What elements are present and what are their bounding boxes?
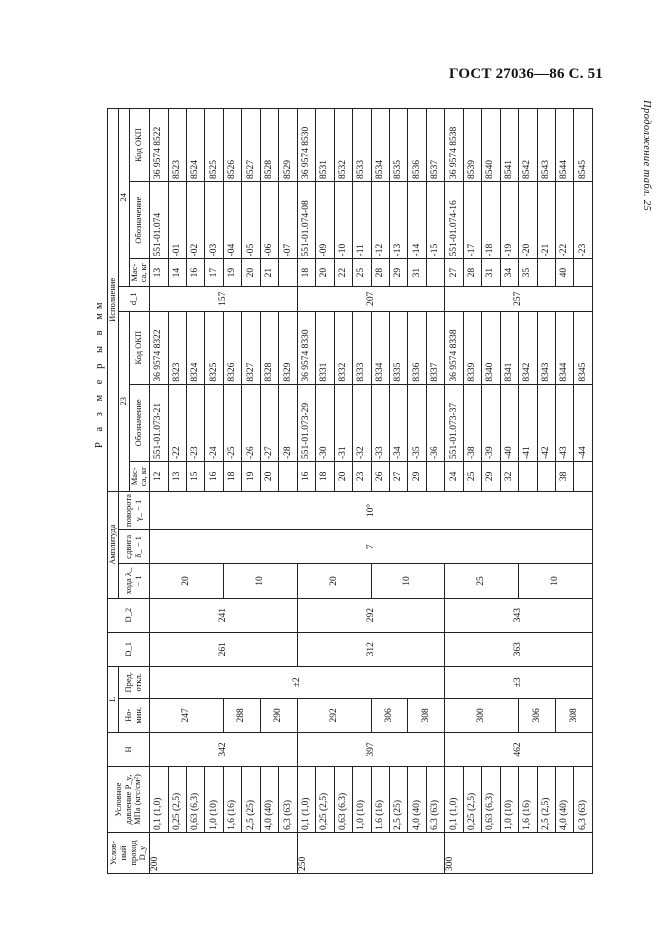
cell-mass-24: 20 bbox=[316, 259, 334, 286]
header-okp-23: Код ОКП bbox=[129, 311, 150, 384]
cell-designation-24: -10 bbox=[334, 182, 352, 259]
cell-designation-23: -40 bbox=[500, 384, 518, 461]
dimensions-table bbox=[107, 108, 593, 874]
cell-designation-24: -22 bbox=[556, 182, 574, 259]
header-designation-24: Обозначение bbox=[129, 182, 150, 259]
cell-designation-24: -17 bbox=[463, 182, 481, 259]
cell-mass-23 bbox=[519, 462, 537, 492]
cell-py: 2,5 (2,5) bbox=[537, 767, 555, 833]
cell-designation-24: -02 bbox=[186, 182, 204, 259]
header-okp-24: Код ОКП bbox=[129, 109, 150, 182]
cell-mass-24: 25 bbox=[353, 259, 371, 286]
cell-designation-23: -44 bbox=[574, 384, 593, 461]
page-header: ГОСТ 27036—86 С. 51 bbox=[449, 66, 603, 82]
cell-designation-24: -06 bbox=[260, 182, 278, 259]
cell-py: 1,0 (10) bbox=[205, 767, 223, 833]
cell-okp-24: 36 9574 8522 bbox=[150, 109, 168, 182]
cell-mass-24: 19 bbox=[223, 259, 241, 286]
cell-okp-24: 8525 bbox=[205, 109, 223, 182]
cell-py: 2,5 (25) bbox=[242, 767, 260, 833]
cell-designation-23: -39 bbox=[482, 384, 500, 461]
cell-designation-23: -35 bbox=[408, 384, 426, 461]
cell-mass-24: 20 bbox=[242, 259, 260, 286]
cell-l-nom: 288 bbox=[223, 698, 260, 732]
cell-l-tol: ±2 bbox=[150, 666, 445, 698]
cell-okp-23: 8336 bbox=[408, 311, 426, 384]
cell-mass-24: 27 bbox=[445, 259, 463, 286]
cell-mass-24: 13 bbox=[150, 259, 168, 286]
cell-py: 4,0 (40) bbox=[260, 767, 278, 833]
cell-okp-24: 8524 bbox=[186, 109, 204, 182]
cell-okp-24: 8533 bbox=[353, 109, 371, 182]
cell-designation-23: -28 bbox=[279, 384, 297, 461]
cell-mass-23 bbox=[426, 462, 444, 492]
cell-designation-23: -30 bbox=[316, 384, 334, 461]
cell-amp-hod: 20 bbox=[150, 564, 224, 598]
header-mass-23: Мас-са, кг bbox=[129, 462, 150, 492]
cell-designation-24: -15 bbox=[426, 182, 444, 259]
cell-okp-24: 8532 bbox=[334, 109, 352, 182]
cell-designation-24: 551-01.074 bbox=[150, 182, 168, 259]
cell-designation-24: -18 bbox=[482, 182, 500, 259]
cell-mass-24: 22 bbox=[334, 259, 352, 286]
cell-py: 1,0 (10) bbox=[500, 767, 518, 833]
cell-mass-23: 23 bbox=[353, 462, 371, 492]
cell-designation-23: -38 bbox=[463, 384, 481, 461]
cell-designation-24: -09 bbox=[316, 182, 334, 259]
cell-amp-hod: 10 bbox=[371, 564, 445, 598]
cell-okp-24: 8534 bbox=[371, 109, 389, 182]
cell-designation-24: -12 bbox=[371, 182, 389, 259]
cell-py: 4,0 (40) bbox=[408, 767, 426, 833]
cell-mass-23: 27 bbox=[389, 462, 407, 492]
cell-h: 342 bbox=[150, 732, 298, 766]
header-exec24: 24 bbox=[118, 109, 129, 287]
cell-mass-23: 26 bbox=[371, 462, 389, 492]
cell-amp-hod: 20 bbox=[297, 564, 371, 598]
cell-d2: 241 bbox=[150, 598, 298, 632]
cell-designation-23: -43 bbox=[556, 384, 574, 461]
continuation-caption: Продолжение табл. 25 bbox=[641, 100, 652, 212]
cell-mass-24: 21 bbox=[260, 259, 278, 286]
cell-mass-23: 20 bbox=[260, 462, 278, 492]
cell-l-nom: 308 bbox=[556, 698, 593, 732]
cell-amp-sdv: 7 bbox=[150, 530, 593, 564]
cell-okp-23: 8344 bbox=[556, 311, 574, 384]
cell-py: 6.3 (63) bbox=[426, 767, 444, 833]
cell-py: 0,1 (1,0) bbox=[150, 767, 168, 833]
cell-okp-24: 36 9574 8538 bbox=[445, 109, 463, 182]
cell-mass-24: 16 bbox=[186, 259, 204, 286]
header-amplitude: Амплитуда bbox=[108, 491, 119, 598]
cell-mass-24: 35 bbox=[519, 259, 537, 286]
cell-designation-23: -32 bbox=[353, 384, 371, 461]
cell-d1-big: 261 bbox=[150, 632, 298, 666]
cell-d1-big: 363 bbox=[445, 632, 593, 666]
cell-mass-24: 28 bbox=[463, 259, 481, 286]
cell-okp-23: 8326 bbox=[223, 311, 241, 384]
cell-d1-big: 312 bbox=[297, 632, 445, 666]
cell-dy: 200 bbox=[150, 833, 298, 874]
cell-designation-24: -11 bbox=[353, 182, 371, 259]
cell-okp-23: 36 9574 8338 bbox=[445, 311, 463, 384]
cell-py: 6,3 (63) bbox=[574, 767, 593, 833]
cell-okp-24: 8526 bbox=[223, 109, 241, 182]
cell-l-nom: 300 bbox=[445, 698, 519, 732]
cell-designation-23: 551-01.073-21 bbox=[150, 384, 168, 461]
cell-okp-23: 8327 bbox=[242, 311, 260, 384]
cell-okp-24: 8527 bbox=[242, 109, 260, 182]
cell-okp-23: 36 9574 8322 bbox=[150, 311, 168, 384]
cell-amp-hod: 10 bbox=[223, 564, 297, 598]
cell-mass-23 bbox=[537, 462, 555, 492]
cell-okp-24: 8529 bbox=[279, 109, 297, 182]
cell-py: 1,6 (16) bbox=[519, 767, 537, 833]
cell-py: 1,6 (16) bbox=[223, 767, 241, 833]
header-l-nom: Но-мин. bbox=[118, 698, 149, 732]
cell-designation-23: -25 bbox=[223, 384, 241, 461]
header-mass-24: Мас-са, кг bbox=[129, 259, 150, 286]
cell-h: 462 bbox=[445, 732, 593, 766]
header-designation-23: Обозначение bbox=[129, 384, 150, 461]
cell-mass-23: 29 bbox=[482, 462, 500, 492]
table-body bbox=[150, 109, 593, 874]
cell-l-nom: 247 bbox=[150, 698, 224, 732]
cell-okp-24: 8535 bbox=[389, 109, 407, 182]
cell-designation-23: -34 bbox=[389, 384, 407, 461]
cell-okp-23: 8331 bbox=[316, 311, 334, 384]
cell-okp-23: 8333 bbox=[353, 311, 371, 384]
cell-designation-24: -20 bbox=[519, 182, 537, 259]
cell-d2: 343 bbox=[445, 598, 593, 632]
cell-py: 0,1 (1,0) bbox=[445, 767, 463, 833]
cell-py: 1,0 (10) bbox=[353, 767, 371, 833]
cell-designation-23: -23 bbox=[186, 384, 204, 461]
cell-okp-23: 8341 bbox=[500, 311, 518, 384]
cell-l-nom: 292 bbox=[297, 698, 371, 732]
cell-designation-23: -22 bbox=[168, 384, 186, 461]
cell-mass-23: 38 bbox=[556, 462, 574, 492]
cell-amp-hod: 25 bbox=[445, 564, 519, 598]
cell-designation-24: -05 bbox=[242, 182, 260, 259]
cell-py: 1.6 (16) bbox=[371, 767, 389, 833]
cell-designation-24: 551-01.074-08 bbox=[297, 182, 315, 259]
cell-okp-24: 8544 bbox=[556, 109, 574, 182]
cell-designation-24: -21 bbox=[537, 182, 555, 259]
header-dy: Услов-ный проход D_y bbox=[108, 833, 150, 874]
cell-mass-23 bbox=[279, 462, 297, 492]
cell-mass-23: 16 bbox=[205, 462, 223, 492]
cell-py: 2,5 (25) bbox=[389, 767, 407, 833]
cell-mass-24: 17 bbox=[205, 259, 223, 286]
table-row bbox=[297, 109, 315, 874]
cell-mass-23 bbox=[574, 462, 593, 492]
cell-designation-23: -41 bbox=[519, 384, 537, 461]
cell-mass-24 bbox=[574, 259, 593, 286]
cell-d1-small: 207 bbox=[297, 286, 445, 311]
cell-py: 0,25 (2,5) bbox=[463, 767, 481, 833]
cell-py: 0,25 (2,5) bbox=[316, 767, 334, 833]
cell-designation-23: 551-01.073-37 bbox=[445, 384, 463, 461]
cell-okp-23: 8329 bbox=[279, 311, 297, 384]
cell-mass-24: 40 bbox=[556, 259, 574, 286]
cell-amp-pov: 10° bbox=[150, 491, 593, 530]
cell-mass-23: 32 bbox=[500, 462, 518, 492]
cell-designation-24: -14 bbox=[408, 182, 426, 259]
header-h: H bbox=[108, 732, 150, 766]
cell-mass-23: 18 bbox=[223, 462, 241, 492]
header-d2: D_2 bbox=[108, 598, 150, 632]
cell-d2: 292 bbox=[297, 598, 445, 632]
header-d1-big: D_1 bbox=[108, 632, 150, 666]
cell-py: 0,63 (6.3) bbox=[334, 767, 352, 833]
cell-designation-24: -03 bbox=[205, 182, 223, 259]
cell-okp-24: 8543 bbox=[537, 109, 555, 182]
cell-dy: 300 bbox=[445, 833, 593, 874]
header-d1-small: d_1 bbox=[118, 286, 149, 311]
cell-l-nom: 306 bbox=[371, 698, 408, 732]
cell-okp-23: 8335 bbox=[389, 311, 407, 384]
cell-l-nom: 308 bbox=[408, 698, 445, 732]
cell-l-nom: 290 bbox=[260, 698, 297, 732]
cell-mass-24: 18 bbox=[297, 259, 315, 286]
cell-okp-24: 8539 bbox=[463, 109, 481, 182]
cell-okp-24: 8542 bbox=[519, 109, 537, 182]
cell-okp-23: 8324 bbox=[186, 311, 204, 384]
cell-l-nom: 306 bbox=[519, 698, 556, 732]
cell-mass-23: 20 bbox=[334, 462, 352, 492]
cell-mass-23: 24 bbox=[445, 462, 463, 492]
header-amp-sdv: сдвига δ_ − 1 bbox=[118, 530, 149, 564]
cell-py: 0,63 (6,3) bbox=[482, 767, 500, 833]
cell-py: 4,0 (40) bbox=[556, 767, 574, 833]
cell-py: 0,63 (6,3) bbox=[186, 767, 204, 833]
cell-designation-24: 551-01.074-16 bbox=[445, 182, 463, 259]
cell-mass-24 bbox=[279, 259, 297, 286]
cell-okp-24: 36 9574 8530 bbox=[297, 109, 315, 182]
cell-mass-24: 34 bbox=[500, 259, 518, 286]
cell-designation-23: -36 bbox=[426, 384, 444, 461]
cell-mass-23: 15 bbox=[186, 462, 204, 492]
cell-okp-24: 8545 bbox=[574, 109, 593, 182]
table-row bbox=[445, 109, 463, 874]
cell-d1-small: 257 bbox=[445, 286, 593, 311]
cell-mass-23: 16 bbox=[297, 462, 315, 492]
cell-mass-23: 13 bbox=[168, 462, 186, 492]
table-row bbox=[150, 109, 168, 874]
cell-designation-24: -04 bbox=[223, 182, 241, 259]
cell-okp-23: 8343 bbox=[537, 311, 555, 384]
cell-mass-24: 31 bbox=[482, 259, 500, 286]
cell-mass-23: 25 bbox=[463, 462, 481, 492]
cell-designation-23: -31 bbox=[334, 384, 352, 461]
cell-py: 6,3 (63) bbox=[279, 767, 297, 833]
cell-okp-24: 8541 bbox=[500, 109, 518, 182]
cell-designation-23: -26 bbox=[242, 384, 260, 461]
cell-designation-24: -13 bbox=[389, 182, 407, 259]
units-caption: Р а з м е р ы в мм bbox=[94, 298, 105, 448]
cell-designation-23: -42 bbox=[537, 384, 555, 461]
header-py: Условное давление P_y, МПа (кгс/см²) bbox=[108, 767, 150, 833]
cell-okp-23: 8323 bbox=[168, 311, 186, 384]
cell-d1-small: 157 bbox=[150, 286, 298, 311]
cell-designation-24: -19 bbox=[500, 182, 518, 259]
cell-dy: 250 bbox=[297, 833, 445, 874]
cell-okp-24: 8537 bbox=[426, 109, 444, 182]
rotated-table-frame bbox=[107, 108, 593, 874]
cell-designation-23: -27 bbox=[260, 384, 278, 461]
cell-okp-24: 8536 bbox=[408, 109, 426, 182]
cell-okp-23: 8337 bbox=[426, 311, 444, 384]
cell-mass-24: 14 bbox=[168, 259, 186, 286]
cell-mass-24: 31 bbox=[408, 259, 426, 286]
cell-okp-23: 8345 bbox=[574, 311, 593, 384]
header-l: L bbox=[108, 666, 119, 732]
cell-mass-23: 29 bbox=[408, 462, 426, 492]
cell-l-tol: ±3 bbox=[445, 666, 593, 698]
cell-okp-23: 8339 bbox=[463, 311, 481, 384]
cell-okp-23: 8332 bbox=[334, 311, 352, 384]
cell-okp-23: 8328 bbox=[260, 311, 278, 384]
table-header bbox=[108, 109, 150, 874]
cell-okp-23: 8342 bbox=[519, 311, 537, 384]
cell-okp-23: 36 9574 8330 bbox=[297, 311, 315, 384]
cell-h: 397 bbox=[297, 732, 445, 766]
cell-designation-24: -01 bbox=[168, 182, 186, 259]
cell-mass-23: 18 bbox=[316, 462, 334, 492]
cell-mass-23: 19 bbox=[242, 462, 260, 492]
header-amp-pov: поворота γ_ − 1 bbox=[118, 491, 149, 530]
cell-okp-24: 8540 bbox=[482, 109, 500, 182]
header-exec23: 23 bbox=[118, 311, 129, 491]
cell-designation-24: -23 bbox=[574, 182, 593, 259]
cell-mass-24 bbox=[537, 259, 555, 286]
cell-okp-23: 8325 bbox=[205, 311, 223, 384]
cell-designation-23: 551-01.073-29 bbox=[297, 384, 315, 461]
cell-py: 0,25 (2,5) bbox=[168, 767, 186, 833]
cell-mass-23: 12 bbox=[150, 462, 168, 492]
cell-okp-24: 8528 bbox=[260, 109, 278, 182]
cell-okp-23: 8340 bbox=[482, 311, 500, 384]
header-amp-hod: хода λ_ − 1 bbox=[118, 564, 149, 598]
cell-designation-23: -33 bbox=[371, 384, 389, 461]
header-l-tol: Пред. откл. bbox=[118, 666, 149, 698]
cell-mass-24: 28 bbox=[371, 259, 389, 286]
cell-okp-24: 8523 bbox=[168, 109, 186, 182]
cell-py: 0,1 (1,0) bbox=[297, 767, 315, 833]
header-execution: Исполнение bbox=[108, 109, 119, 492]
cell-designation-24: -07 bbox=[279, 182, 297, 259]
cell-mass-24 bbox=[426, 259, 444, 286]
cell-mass-24: 29 bbox=[389, 259, 407, 286]
cell-okp-23: 8334 bbox=[371, 311, 389, 384]
cell-designation-23: -24 bbox=[205, 384, 223, 461]
cell-amp-hod: 10 bbox=[519, 564, 593, 598]
cell-okp-24: 8531 bbox=[316, 109, 334, 182]
